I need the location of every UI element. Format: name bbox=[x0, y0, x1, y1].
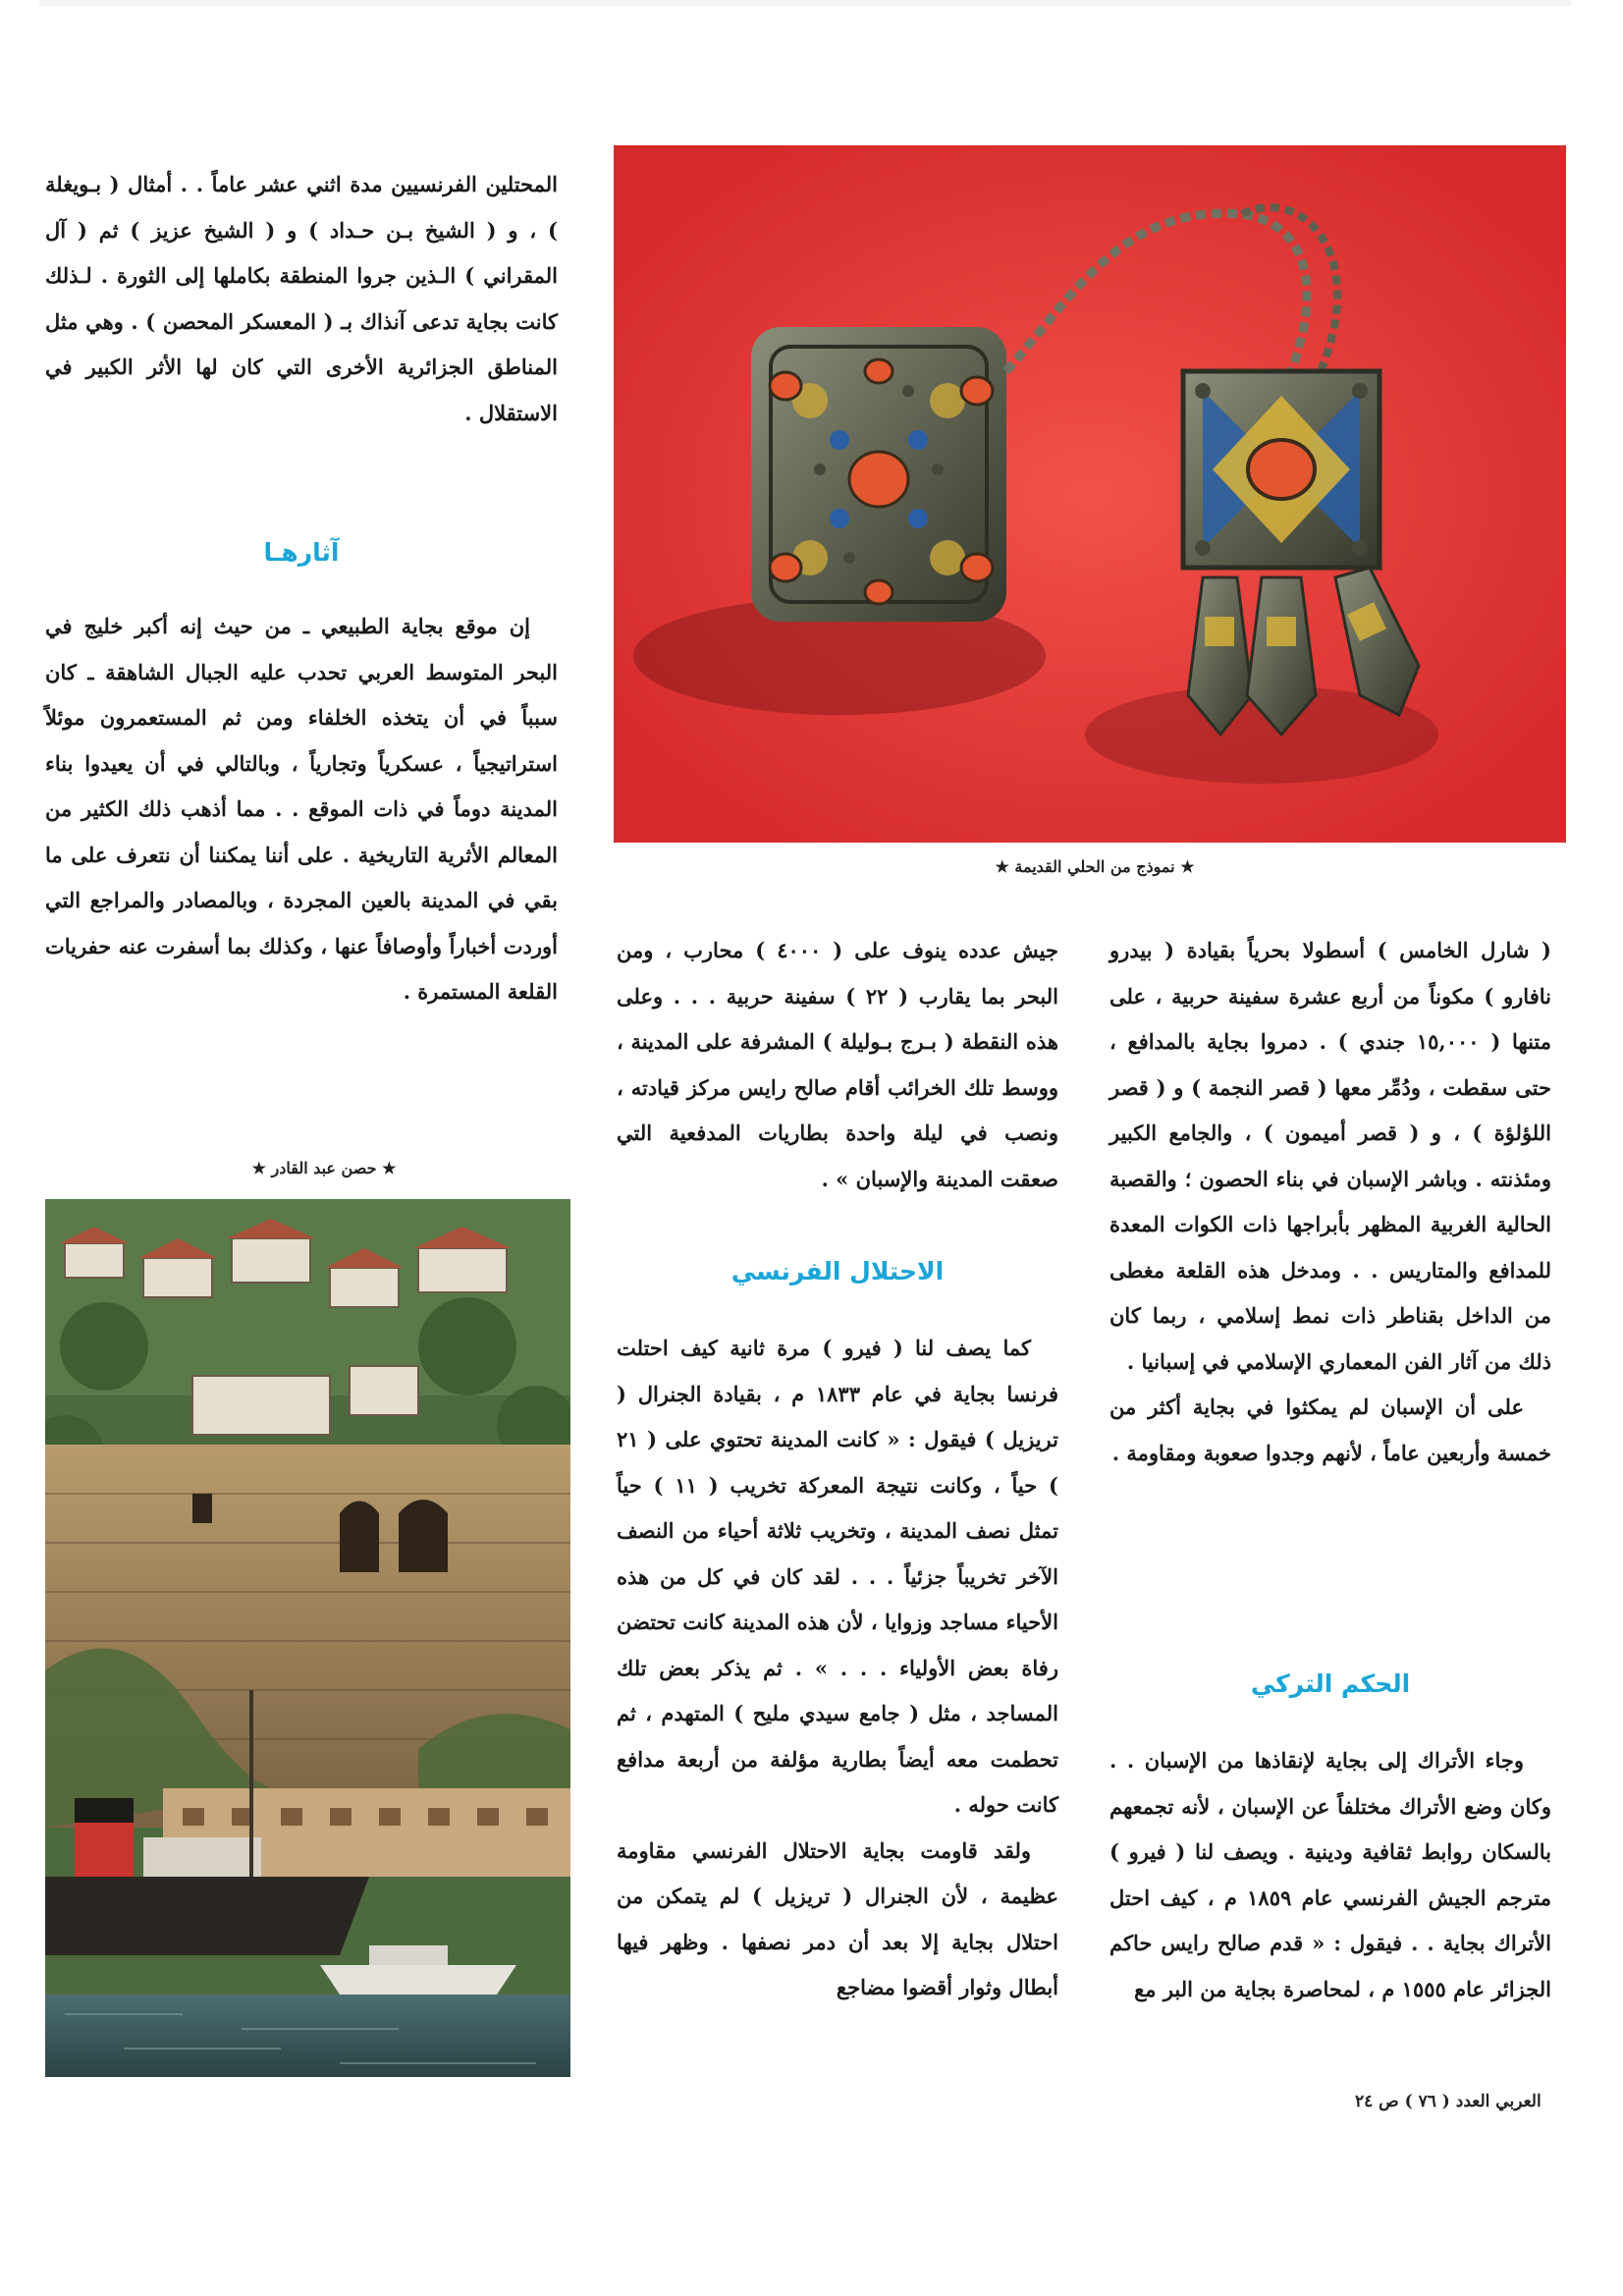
top-rule bbox=[39, 0, 1571, 6]
heading-turkish-rule: الحكم التركي bbox=[1250, 1669, 1411, 1698]
heading-athar: آثارهـا bbox=[263, 538, 340, 567]
bracelet bbox=[751, 327, 1006, 622]
french-occupation-paragraph: كما يصف لنا ( فيرو ) مرة ثانية كيف احتلت فرنسا بجاية في عام ١٨٣٣ م ، بقيادة الجنرال ( تريزيل ) فيقول : « كانت المدينة تحتوي على ( ٢١ ) حياً ، وكانت نتيجة المعركة تخريب ( ١١ ) حياً تمثل نصف المدينة ، وتخريب ثلاثة أحياء من النصف الآخر تخريباً جزئياً . . . لقد كان في كل من هذه الأحياء مساجد وزوايا ، لأن هذه المدينة كانت تحتضن رفاة بعض الأولياء . . . » . ثم يذكر بعض تلك المساجد ، مثل ( جامع سيدي مليح ) المتهدم ، ثم تحطمت معه أيضاً بطارية مؤلفة من أربعة مدافع كانت حوله . bbox=[617, 1336, 1058, 1817]
right-column-top bbox=[1109, 928, 1551, 1476]
heading-french-occupation: الاحتلال الفرنسي bbox=[730, 1257, 945, 1285]
right-column-body bbox=[1109, 1738, 1551, 2012]
athar-paragraph: إن موقع بجاية الطبيعي ـ من حيث إنه أكبر خليج في البحر المتوسط العربي تحدب عليه الجبال الشاهقة ـ كان سبباً في أن يتخذه الخلفاء ومن ثم المستعمرون موئلاً استراتيجياً ، عسكرياً وتجارياً ، وبالتالي في أن يعيدوا بناء المدينة دوماً في ذات الموقع . . مما أذهب ذلك الكثير من المعالم الأثرية التاريخية . على أننا يمكننا أن نتعرف على ما بقي في المدينة بالعين المجردة ، وبالمصادر والمراجع التي أوردت أخباراً وأوصافاً عنها ، وكذلك بما أسفرت عنه حفريات القلعة المستمرة . bbox=[45, 614, 558, 1004]
city-fortress-photo bbox=[45, 1199, 570, 2077]
resistance-paragraph: ولقد قاومت بجاية الاحتلال الفرنسي مقاومة عظيمة ، لأن الجنرال ( تريزيل ) لم يتمكن من احتلال بجاية إلا بعد أن دمر نصفها . وظهر فيها أبطال وثوار أقضوا مضاجع bbox=[617, 1837, 1058, 1999]
spanish-fleet-paragraph: ( شارل الخامس ) أسطولا بحرياً بقيادة ( بيدرو نافارو ) مكوناً من أربع عشرة سفينة حربية ، على متنها ( ١٥,٠٠٠ جندي ) . دمروا بجاية بالمدافع ، حتى سقطت ، ودُمِّر معها ( قصر النجمة ) و ( قصر اللؤلؤة ) ، و ( قصر أميمون ) ، والجامع الكبير ومئذنته . وباشر الإسبان في بناء الحصون ؛ والقصبة الحالية الغربية المظهر بأبراجها ذات الكوات المعدة للمدافع والمتاريس . . ومدخل هذه القلعة مغطى من الداخل بقناطر ذات نمط إسلامي ، ربما كان ذلك من آثار الفن المعماري الإسلامي في إسبانيا . bbox=[1109, 938, 1551, 1374]
fortress-illustration bbox=[45, 1199, 570, 2077]
left-column-intro bbox=[45, 162, 558, 436]
turkish-rule-paragraph: وجاء الأتراك إلى بجاية لإنقاذها من الإسبان . . وكان وضع الأتراك مختلفاً عن الإسبان ، لأنه تجمعهم بالسكان روابط ثقافية ودينية . ويصف لنا ( فيرو ) مترجم الجيش الفرنسي عام ١٨٥٩ م ، كيف احتل الأتراك بجاية . . فيقول : « قدم صالح رايس حاكم الجزائر عام ١٥٥٥ م ، لمحاصرة بجاية من البر مع bbox=[1109, 1748, 1552, 2001]
middle-column-body bbox=[617, 1326, 1058, 2011]
jewelry-illustration bbox=[614, 145, 1566, 843]
jewelry-photo bbox=[614, 145, 1566, 843]
intro-paragraph: المحتلين الفرنسيين مدة اثني عشر عاماً . . أمثال ( بـويغلة ) ، و ( الشيخ بـن حـداد ) و ( الشيخ عزيز ) ثم ( آل المقراني ) الـذين جروا المنطقة بكاملها إلى الثورة . لـذلك كانت بجاية تدعى آنذاك بـ ( المعسكر المحصن ) . وهي مثل المناطق الجزائرية الأخرى التي كان لها الأثر الكبير في الاستقلال . bbox=[45, 172, 558, 425]
siege-continued-paragraph: جيش عدده ينوف على ( ٤٠٠٠ ) محارب ، ومن البحر بما يقارب ( ٢٢ ) سفينة حربية . . . وعلى هذه النقطة ( بـرج بـوليلة ) المشرفة على المدينة ، ووسط تلك الخرائب أقام صالح رايس مركز قيادته ، ونصب في ليلة واحدة بطاريات المدفعية التي صعقت المدينة والإسبان » . bbox=[617, 938, 1058, 1191]
jewelry-photo-caption: ★ نموذج من الحلي القديمة ★ bbox=[995, 857, 1195, 876]
page-folio: العربي العدد ( ٧٦ ) ص ٢٤ bbox=[1355, 2092, 1542, 2111]
spanish-stay-paragraph: على أن الإسبان لم يمكثوا في بجاية أكثر من خمسة وأربعين عاماً ، لأنهم وجدوا صعوبة ومقاومة . bbox=[1109, 1394, 1551, 1465]
middle-column-top bbox=[617, 928, 1058, 1202]
city-photo-caption: ★ حصن عبد القادر ★ bbox=[251, 1159, 397, 1177]
left-column-body bbox=[45, 604, 558, 1015]
